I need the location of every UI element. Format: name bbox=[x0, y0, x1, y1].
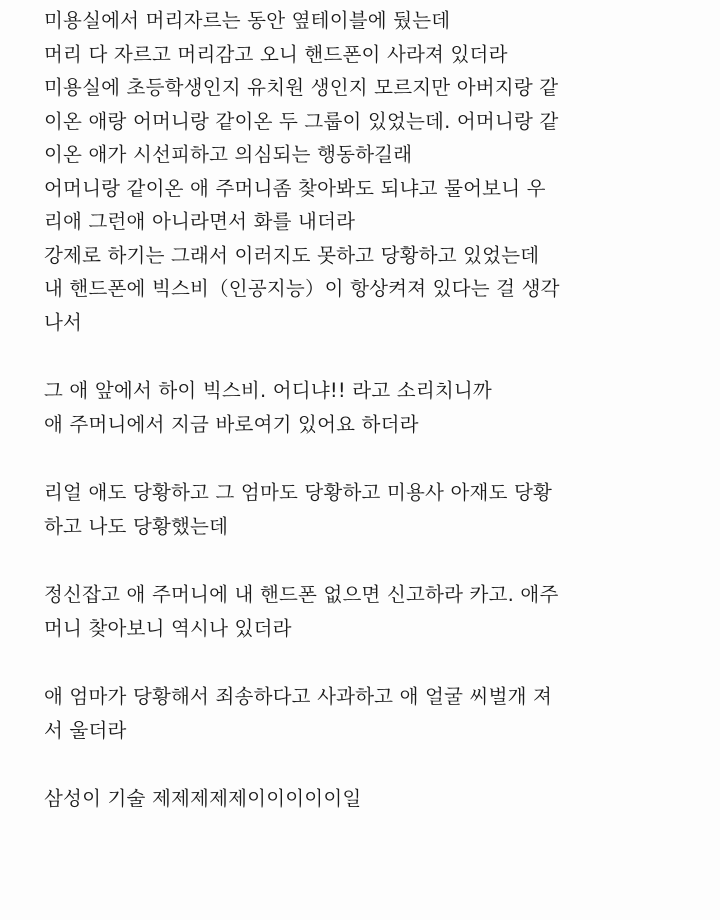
text-line: 애 엄마가 당황해서 죄송하다고 사과하고 애 얼굴 씨벌개 져 bbox=[44, 685, 553, 708]
text-line: 하고 나도 당황했는데 bbox=[44, 514, 229, 538]
paragraph bbox=[44, 374, 714, 441]
paragraph-gap bbox=[44, 747, 714, 782]
paragraph-gap bbox=[44, 543, 714, 578]
text-line: 정신잡고 애 주머니에 내 핸드폰 없으면 신고하라 카고. 애주 bbox=[44, 583, 559, 606]
paragraph bbox=[44, 680, 714, 747]
text-line: 리얼 애도 당황하고 그 엄마도 당황하고 미용사 아재도 당황 bbox=[44, 481, 553, 504]
text-line: 어머니랑 같이온 애 주머니좀 찾아봐도 되냐고 물어보니 우 bbox=[44, 176, 546, 200]
text-line: 서 울더라 bbox=[44, 718, 127, 742]
text-line: 삼성이 기술 제제제제제이이이이이일 bbox=[44, 787, 362, 810]
text-line: 내 핸드폰에 빅스비（인공지능）이 항상켜져 있다는 걸 생각 bbox=[44, 277, 560, 300]
paragraph bbox=[44, 578, 714, 645]
text-line: 미용실에서 머리자르는 동안 옆테이블에 뒀는데 bbox=[44, 9, 451, 32]
text-line: 이온 애랑 어머니랑 같이온 두 그룹이 있었는데. 어머니랑 같 bbox=[44, 109, 559, 133]
text-line: 강제로 하기는 그래서 이러지도 못하고 당황하고 있었는데 bbox=[44, 243, 540, 267]
paragraph-gap bbox=[44, 645, 714, 680]
text-line: 머리 다 자르고 머리감고 오니 핸드폰이 사라져 있더라 bbox=[44, 42, 508, 66]
text-line: 머니 찾아보니 역시나 있더라 bbox=[44, 616, 292, 640]
text-line: 리애 그런애 아니라면서 화를 내더라 bbox=[44, 210, 356, 233]
text-line: 미용실에 초등학생인지 유치원 생인지 모르지만 아버지랑 같 bbox=[44, 76, 559, 99]
paragraph bbox=[44, 476, 714, 543]
text-line: 이온 애가 시선피하고 의심되는 행동하길래 bbox=[44, 143, 413, 166]
paragraph bbox=[44, 4, 714, 339]
text-line: 그 애 앞에서 하이 빅스비. 어디냐!! 라고 소리치니까 bbox=[44, 379, 492, 402]
paragraph bbox=[44, 782, 714, 816]
text-line: 애 주머니에서 지금 바로여기 있어요 하더라 bbox=[44, 412, 419, 436]
post-body bbox=[44, 4, 714, 816]
paragraph-gap bbox=[44, 339, 714, 374]
paragraph-gap bbox=[44, 441, 714, 476]
text-line: 나서 bbox=[44, 310, 83, 334]
